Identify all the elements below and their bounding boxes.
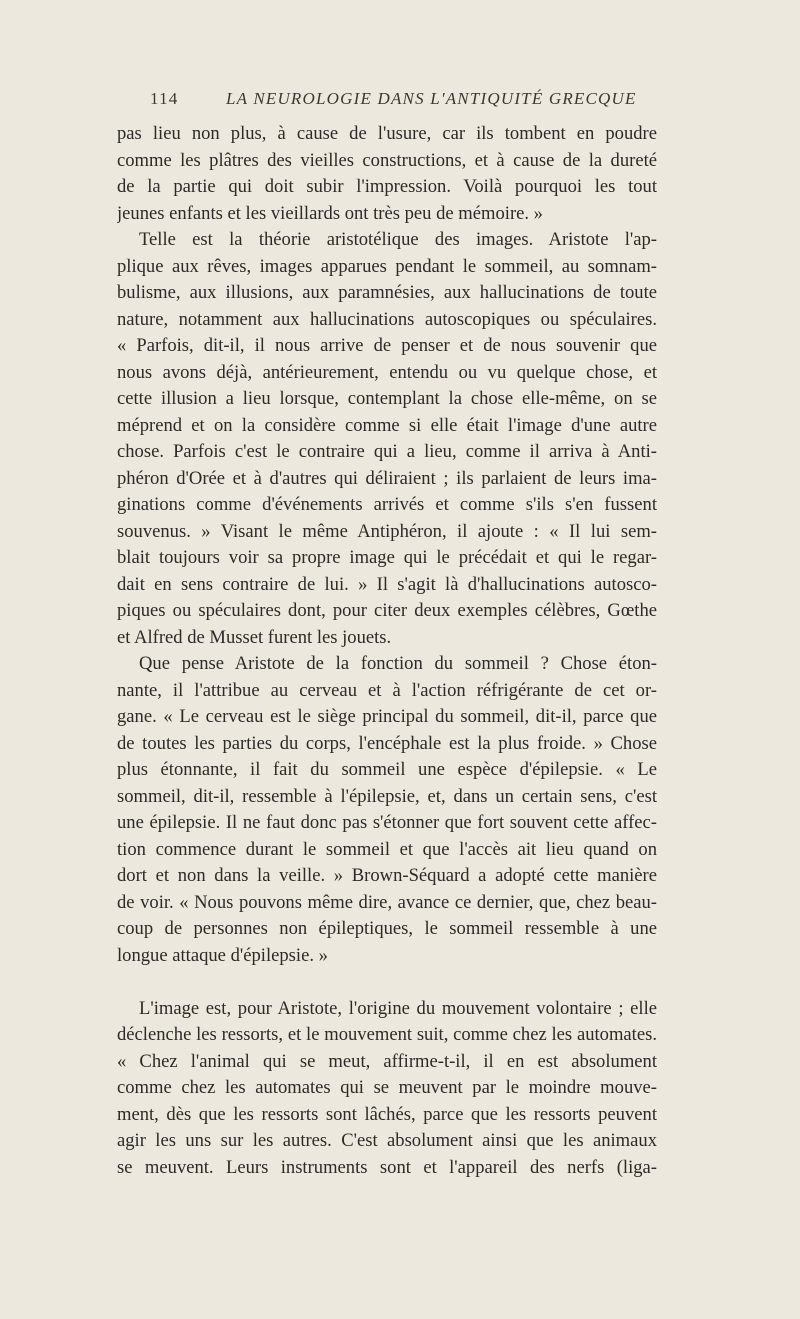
text-line: ment, dès que les ressorts sont lâchés, parce que les ressorts peuvent: [117, 1103, 657, 1125]
paragraph-gap: [117, 969, 657, 996]
text-line: dort et non dans la veille. » Brown-Séquard a adopté cette manière: [117, 865, 657, 886]
text-line: « Parfois, dit-il, il nous arrive de penser et de nous souvenir que: [117, 335, 657, 356]
text-line: et Alfred de Musset furent les jouets.: [117, 626, 392, 648]
text-line: ginations comme d'événements arrivés et comme s'ils s'en fussent: [117, 494, 657, 515]
text-line: gane. « Le cerveau est le siège principal du sommeil, dit-il, parce que: [117, 706, 657, 727]
page-number: 114: [150, 89, 179, 108]
text-line: souvenus. » Visant le même Antiphéron, il ajoute : « Il lui sem-: [117, 520, 657, 542]
text-line: cette illusion a lieu lorsque, contemplant la chose elle-même, on se: [117, 388, 657, 409]
text-line: Que pense Aristote de la fonction du sommeil ? Chose éton-: [139, 653, 657, 674]
text-line: chose. Parfois c'est le contraire qui a lieu, comme il arriva à Anti-: [117, 441, 657, 462]
text-line: L'image est, pour Aristote, l'origine du mouvement volontaire ; elle: [139, 997, 657, 1019]
text-line: bulisme, aux illusions, aux paramnésies, aux hallucinations de toute: [117, 282, 657, 303]
text-line: longue attaque d'épilepsie. »: [117, 944, 328, 966]
text-line: comme chez les automates qui se meuvent par le moindre mouve-: [117, 1077, 657, 1098]
text-line: une épilepsie. Il ne faut donc pas s'étonner que fort souvent cette affec-: [117, 812, 657, 833]
text-line: « Chez l'animal qui se meut, affirme-t-il, il en est absolument: [117, 1050, 657, 1072]
text-line: phéron d'Orée et à d'autres qui déliraient ; ils parlaient de leurs ima-: [117, 467, 657, 489]
text-line: Telle est la théorie aristotélique des images. Aristote l'ap-: [139, 229, 657, 250]
text-line: déclenche les ressorts, et le mouvement suit, comme chez les automates.: [117, 1024, 657, 1045]
text-line: de toutes les parties du corps, l'encéphale est la plus froide. » Chose: [117, 732, 657, 754]
text-line: méprend et on la considère comme si elle était l'image d'une autre: [117, 414, 657, 436]
text-line: coup de personnes non épileptiques, le sommeil ressemble à une: [117, 918, 657, 939]
running-header: [150, 89, 660, 109]
text-line: piques ou spéculaires dont, pour citer deux exemples célèbres, Gœthe: [117, 600, 657, 621]
body-text: [117, 121, 657, 1181]
text-line: sommeil, dit-il, ressemble à l'épilepsie, et, dans un certain sens, c'est: [117, 785, 657, 807]
text-line: nature, notamment aux hallucinations autoscopiques ou spéculaires.: [117, 308, 657, 330]
text-line: agir les uns sur les autres. C'est absolument ainsi que les animaux: [117, 1130, 657, 1151]
text-line: pas lieu non plus, à cause de l'usure, car ils tombent en poudre: [117, 123, 657, 144]
text-line: de la partie qui doit subir l'impression. Voilà pourquoi les tout: [117, 176, 657, 197]
text-line: dait en sens contraire de lui. » Il s'agit là d'hallucinations autosco-: [117, 573, 657, 595]
text-line: tion commence durant le sommeil et que l'accès ait lieu quand on: [117, 838, 657, 860]
running-title: LA NEUROLOGIE DANS L'ANTIQUITÉ GRECQUE: [225, 89, 637, 108]
text-line: comme les plâtres des vieilles constructions, et à cause de la dureté: [117, 149, 657, 171]
text-line: blait toujours voir sa propre image qui le précédait et qui le regar-: [117, 547, 657, 568]
text-line: nous avons déjà, antérieurement, entendu ou vu quelque chose, et: [117, 361, 657, 383]
text-line: nante, il l'attribue au cerveau et à l'action réfrigérante de cet or-: [117, 679, 657, 701]
text-line: se meuvent. Leurs instruments sont et l'appareil des nerfs (liga-: [117, 1156, 657, 1178]
text-line: plus étonnante, il fait du sommeil une espèce d'épilepsie. « Le: [117, 759, 657, 780]
text-line: jeunes enfants et les vieillards ont très peu de mémoire. »: [117, 202, 543, 224]
text-line: de voir. « Nous pouvons même dire, avance ce dernier, que, chez beau-: [117, 891, 657, 913]
text-line: plique aux rêves, images apparues pendant le sommeil, au somnam-: [117, 255, 657, 277]
